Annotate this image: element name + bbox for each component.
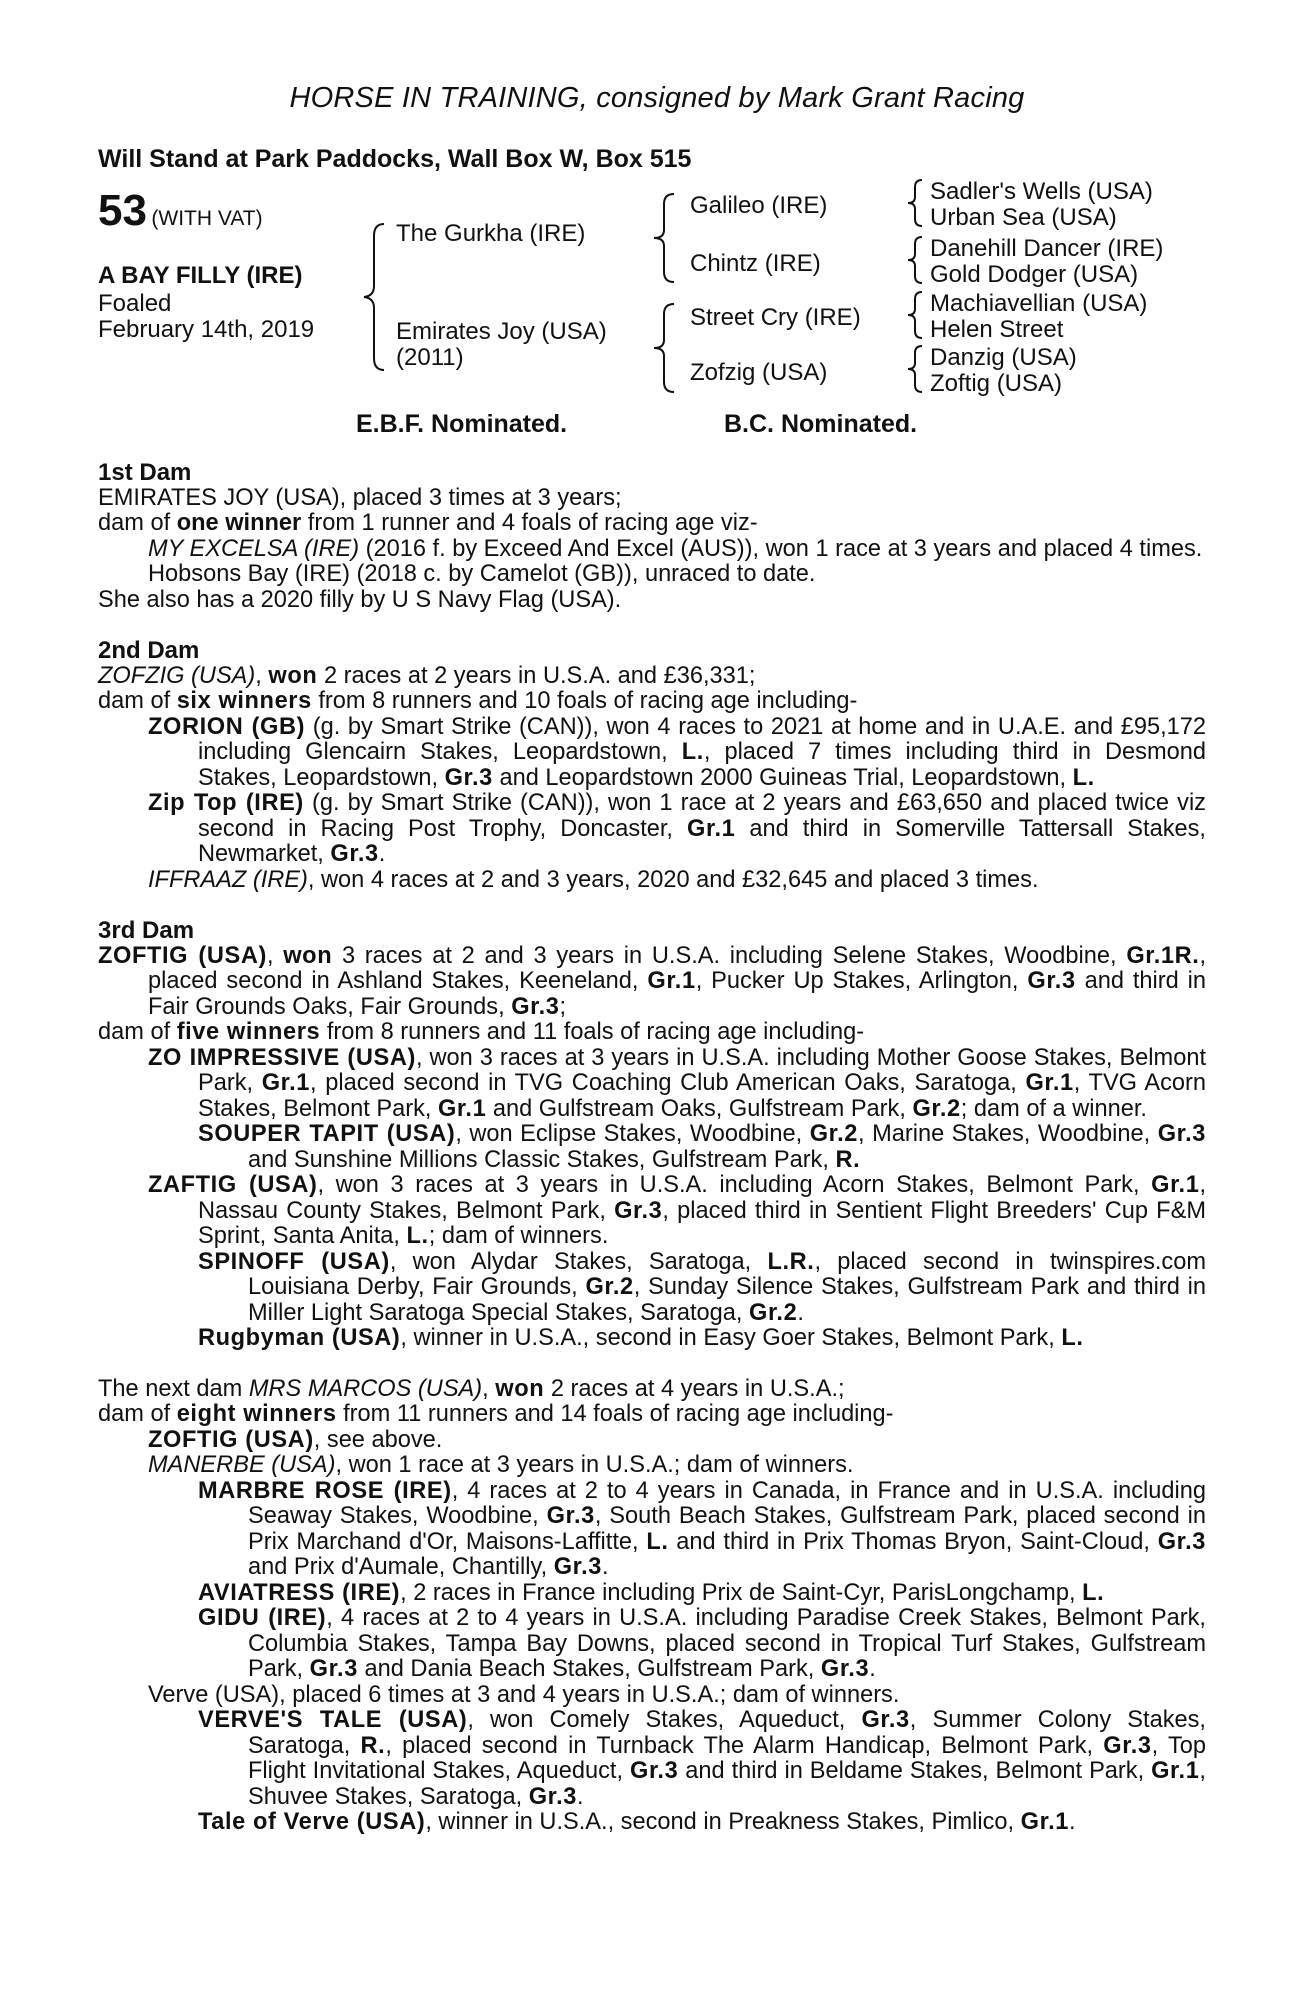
list-item: ZAFTIG (USA), won 3 races at 3 years in U.S.A. including Acorn Stakes, Belmont Park, Gr.1, Nassau County Stakes, Belmont Park, Gr.3, placed third in Sentient Flight Breeders' Cup F&M Sprint, Santa Anita, L.; dam of winners. (148, 1172, 1206, 1249)
lot-heading (98, 186, 263, 236)
catalogue-body (98, 460, 1206, 1861)
stand-location: Will Stand at Park Paddocks, Wall Box W, Box 515 (98, 145, 692, 173)
page-title: HORSE IN TRAINING, consigned by Mark Grant Racing (289, 82, 1025, 114)
next-dam-section (98, 1377, 1206, 1836)
list-item: MANERBE (USA), won 1 race at 3 years in U.S.A.; dam of winners. (148, 1452, 854, 1478)
list-item: Verve (USA), placed 6 times at 3 and 4 years in U.S.A.; dam of winners. (148, 1681, 900, 1708)
pedigree-g2: Urban Sea (USA) (930, 204, 1117, 231)
pedigree-brace-5 (904, 235, 926, 285)
pedigree-sire: The Gurkha (IRE) (396, 220, 586, 247)
list-item: Tale of Verve (USA), winner in U.S.A., second in Preakness Stakes, Pimlico, Gr.1. (198, 1809, 1076, 1835)
list-item: Hobsons Bay (IRE) (2018 c. by Camelot (GB)), unraced to date. (148, 561, 816, 587)
pedigree-sire-sire: Galileo (IRE) (690, 192, 828, 219)
third-dam-produce-line: dam of five winners from 8 runners and 11 foals of racing age including- (98, 1019, 865, 1045)
pedigree-sire-dam: Chintz (IRE) (690, 250, 821, 277)
first-dam-note: She also has a 2020 filly by U S Navy Flag (USA). (98, 586, 622, 613)
lot-number: 53 (98, 186, 147, 235)
pedigree-brace-2 (650, 192, 680, 284)
list-item: SOUPER TAPIT (USA), won Eclipse Stakes, Woodbine, Gr.2, Marine Stakes, Woodbine, Gr.3 and Sunshine Millions Classic Stakes, Gulfstream Park, R. (198, 1121, 1207, 1173)
list-item: Rugbyman (USA), winner in U.S.A., second in Easy Goer Stakes, Belmont Park, L. (198, 1325, 1084, 1351)
pedigree-g1: Sadler's Wells (USA) (930, 178, 1153, 205)
first-dam-produce-line: dam of one winner from 1 runner and 4 foals of racing age viz- (98, 510, 758, 536)
pedigree-brace-4 (904, 178, 926, 228)
list-item: SPINOFF (USA), won Alydar Stakes, Saratoga, L.R., placed second in twinspires.com Louisiana Derby, Fair Grounds, Gr.2, Sunday Silence Stakes, Gulfstream Park and third in Miller Light Saratoga Special Stakes, Saratoga, Gr.2. (198, 1248, 1206, 1326)
pedigree-brace-1 (360, 222, 390, 372)
pedigree-brace-7 (904, 344, 926, 394)
pedigree-dam: Emirates Joy (USA) (396, 318, 607, 345)
first-dam-line: EMIRATES JOY (USA), placed 3 times at 3 years; (98, 484, 622, 511)
third-dam-title: 3rd Dam (98, 917, 195, 944)
list-item: MARBRE ROSE (IRE), 4 races at 2 to 4 years in Canada, in France and in U.S.A. including Seaway Stakes, Woodbine, Gr.3, South Beach Stakes, Gulfstream Park, placed second in Prix Marchand d'Or, Maisons-Laffitte, L. and third in Prix Thomas Bryon, Saint-Cloud, Gr.3 and Prix d'Aumale, Chantilly, Gr.3. (198, 1477, 1206, 1580)
pedigree-brace-3 (650, 302, 680, 394)
pedigree-dam-year: (2011) (396, 344, 464, 371)
lot-name: A BAY FILLY (IRE) (98, 262, 303, 289)
pedigree-dam-sire: Street Cry (IRE) (690, 304, 861, 331)
list-item: GIDU (IRE), 4 races at 2 to 4 years in U.S.A. including Paradise Creek Stakes, Belmont Park, Columbia Stakes, Tampa Bay Downs, placed second in Tropical Turf Stakes, Gulfstream Park, Gr.3 and Dania Beach Stakes, Gulfstream Park, Gr.3. (198, 1605, 1206, 1682)
foaled-label: Foaled (98, 290, 172, 317)
bc-nominated: B.C. Nominated. (724, 410, 918, 438)
pedigree-g8: Zoftig (USA) (930, 370, 1063, 397)
list-item: IFFRAAZ (IRE), won 4 races at 2 and 3 years, 2020 and £32,645 and placed 3 times. (148, 866, 1039, 893)
pedigree-g4: Gold Dodger (USA) (930, 261, 1139, 288)
foaled-date: February 14th, 2019 (98, 316, 315, 343)
pedigree-g7: Danzig (USA) (930, 344, 1077, 371)
second-dam-produce-line: dam of six winners from 8 runners and 10 foals of racing age including- (98, 688, 858, 714)
third-dam-line: ZOFTIG (USA), won 3 races at 2 and 3 years in U.S.A. including Selene Stakes, Woodbine, Gr.1R., placed second in Ashland Stakes, Keeneland, Gr.1, Pucker Up Stakes, Arlington, Gr.3 and third in Fair Grounds Oaks, Fair Grounds, Gr.3; (98, 942, 1206, 1020)
first-dam-title: 1st Dam (98, 459, 192, 486)
pedigree-g6: Helen Street (930, 316, 1064, 343)
list-item: ZOFTIG (USA), see above. (148, 1426, 443, 1453)
next-dam-produce-line: dam of eight winners from 11 runners and 14 foals of racing age including- (98, 1401, 894, 1427)
list-item: Zip Top (IRE) (g. by Smart Strike (CAN)), won 1 race at 2 years and £63,650 and placed twice viz second in Racing Post Trophy, Doncaster, Gr.1 and third in Somerville Tattersall Stakes, Newmarket, Gr.3. (148, 790, 1206, 867)
pedigree-g5: Machiavellian (USA) (930, 290, 1148, 317)
second-dam-title: 2nd Dam (98, 637, 200, 664)
pedigree-dam-dam: Zofzig (USA) (690, 359, 828, 386)
list-item: ZO IMPRESSIVE (USA), won 3 races at 3 years in U.S.A. including Mother Goose Stakes, Belmont Park, Gr.1, placed second in TVG Coaching Club American Oaks, Saratoga, Gr.1, TVG Acorn Stakes, Belmont Park, Gr.1 and Gulfstream Oaks, Gulfstream Park, Gr.2; dam of a winner. (148, 1044, 1207, 1122)
next-dam-line: The next dam MRS MARCOS (USA), won 2 races at 4 years in U.S.A.; (98, 1375, 845, 1402)
pedigree-brace-6 (904, 290, 926, 340)
ebf-nominated: E.B.F. Nominated. (356, 410, 568, 438)
list-item: MY EXCELSA (IRE) (2016 f. by Exceed And Excel (AUS)), won 1 race at 3 years and placed 4 times. (148, 535, 1203, 562)
second-dam-section (98, 638, 1206, 893)
first-dam-section (98, 460, 1206, 613)
list-item: AVIATRESS (IRE), 2 races in France including Prix de Saint-Cyr, ParisLongchamp, L. (198, 1579, 1105, 1606)
second-dam-line: ZOFZIG (USA), won 2 races at 2 years in U.S.A. and £36,331; (98, 662, 756, 689)
list-item: VERVE'S TALE (USA), won Comely Stakes, Aqueduct, Gr.3, Summer Colony Stakes, Saratoga, R., placed second in Turnback The Alarm Handicap, Belmont Park, Gr.3, Top Flight Invitational Stakes, Aqueduct, Gr.3 and third in Beldame Stakes, Belmont Park, Gr.1, Shuvee Stakes, Saratoga, Gr.3. (198, 1707, 1206, 1810)
pedigree-g3: Danehill Dancer (IRE) (930, 235, 1164, 262)
list-item: ZORION (GB) (g. by Smart Strike (CAN)), won 4 races to 2021 at home and in U.A.E. and £95,172 including Glencairn Stakes, Leopardstown, L., placed 7 times including third in Desmond Stakes, Leopardstown, Gr.3 and Leopardstown 2000 Guineas Trial, Leopardstown, L. (148, 713, 1206, 791)
vat-label: (WITH VAT) (151, 207, 263, 230)
third-dam-section (98, 918, 1206, 1352)
